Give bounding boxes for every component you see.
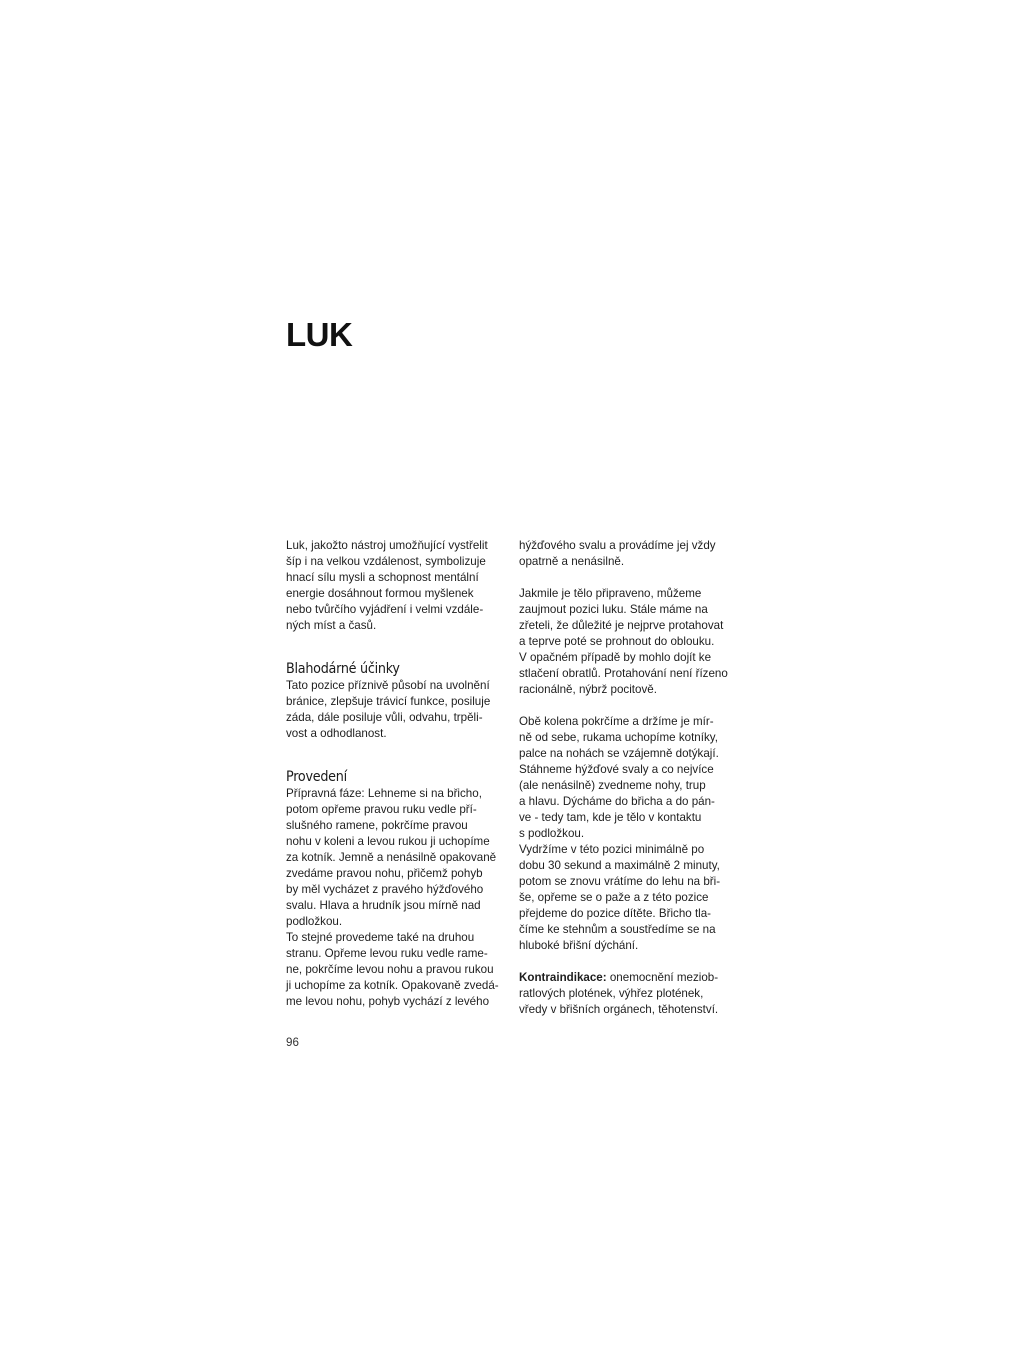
text-line: racionálně, nýbrž pocitově.	[519, 683, 657, 696]
text-line: me levou nohu, pohyb vychází z levého	[286, 995, 490, 1008]
text-line: zřeteli, že důležité je nejprve protahovat	[519, 619, 724, 632]
text-line: podložkou.	[286, 915, 343, 928]
execution-heading: Provedení	[286, 769, 347, 785]
text-line: Obě kolena pokrčíme a držíme je mír-	[519, 715, 714, 728]
text-line: nebo tvůrčího vyjádření i velmi vzdále-	[286, 603, 484, 616]
text-line: dobu 30 sekund a maximálně 2 minuty,	[519, 859, 720, 872]
text-line: s podložkou.	[519, 827, 585, 840]
text-line: potom se znovu vrátíme do lehu na bři-	[519, 875, 721, 888]
benefits-section	[286, 660, 508, 742]
text-line: Tato pozice příznivě působí na uvolnění	[286, 679, 490, 692]
spacer	[286, 742, 508, 768]
text-line: ratlových plotének, výhřez plotének,	[519, 987, 704, 1000]
text-line: šíp i na velkou vzdálenost, symbolizuje	[286, 555, 486, 568]
text-line: opatrně a nenásilně.	[519, 555, 625, 568]
text-line: ných míst a časů.	[286, 619, 377, 632]
text-line: Vydržíme v této pozici minimálně po	[519, 843, 705, 856]
text-line: záda, dále posiluje vůli, odvahu, trpěli-	[286, 711, 483, 724]
text-line: svalu. Hlava a hrudník jsou mírně nad	[286, 899, 481, 912]
spacer	[286, 634, 508, 660]
text-line: zvedáme pravou nohu, přičemž pohyb	[286, 867, 483, 880]
text-line: To stejné provedeme také na druhou	[286, 931, 475, 944]
text-line: ně od sebe, rukama uchopíme kotníky,	[519, 731, 718, 744]
text-line: ji uchopíme za kotník. Opakovaně zvedá-	[286, 979, 499, 992]
text-line: přejdeme do pozice dítěte. Břicho tla-	[519, 907, 712, 920]
right-column	[519, 538, 744, 1018]
continuation-paragraph	[519, 538, 744, 570]
text-line: hýžďového svalu a provádíme jej vždy	[519, 539, 716, 552]
spacer	[519, 698, 744, 714]
text-line: bránice, zlepšuje trávicí funkce, posiluje	[286, 695, 491, 708]
text-line: zaujmout pozici luku. Stále máme na	[519, 603, 708, 616]
text-line: číme ke stehnům a soustředíme se na	[519, 923, 716, 936]
execution-section	[286, 768, 508, 1010]
text-line: potom opřeme pravou ruku vedle pří-	[286, 803, 477, 816]
text-line: palce na nohách se vzájemně dotýkají.	[519, 747, 719, 760]
text-line: (ale nenásilně) zvedneme nohy, trup	[519, 779, 706, 792]
text-line: ve - tedy tam, kde je tělo v kontaktu	[519, 811, 702, 824]
bow-pose-paragraph	[519, 586, 744, 698]
text-line: za kotník. Jemně a nenásilně opakovaně	[286, 851, 497, 864]
text-line: by měl vycházet z pravého hýžďového	[286, 883, 484, 896]
text-line: stlačení obratlů. Protahování není řízeno	[519, 667, 728, 680]
text-line: Jakmile je tělo připraveno, můžeme	[519, 587, 702, 600]
text-line: vředy v břišních orgánech, těhotenství.	[519, 1003, 719, 1016]
text-line: slušného ramene, pokrčíme pravou	[286, 819, 468, 832]
text-line: ne, pokrčíme levou nohu a pravou rukou	[286, 963, 494, 976]
spacer	[519, 570, 744, 586]
text-line: še, opřeme se o paže a z této pozice	[519, 891, 709, 904]
text-line: Stáhneme hýžďové svaly a co nejvíce	[519, 763, 714, 776]
text-line: Luk, jakožto nástroj umožňující vystřelit	[286, 539, 488, 552]
spacer	[519, 954, 744, 970]
text-line: hnací sílu mysli a schopnost mentální	[286, 571, 479, 584]
contraindications-label: Kontraindikace:	[519, 971, 607, 984]
page-title: LUK	[286, 316, 353, 353]
text-line: nohu v koleni a levou rukou ji uchopíme	[286, 835, 490, 848]
text-line: V opačném případě by mohlo dojít ke	[519, 651, 712, 664]
hold-paragraph	[519, 714, 744, 954]
contraindications-first-line	[519, 970, 744, 986]
text-line: vost a odhodlanost.	[286, 727, 387, 740]
text-line: hluboké břišní dýchání.	[519, 939, 639, 952]
text-line: Přípravná fáze: Lehneme si na břicho,	[286, 787, 482, 800]
text-line: a teprve poté se prohnout do oblouku.	[519, 635, 715, 648]
page-number: 96	[286, 1036, 299, 1049]
intro-paragraph	[286, 538, 508, 634]
left-column	[286, 538, 508, 1010]
text-line: energie dosáhnout formou myšlenek	[286, 587, 474, 600]
benefits-heading: Blahodárné účinky	[286, 661, 400, 677]
text-line: stranu. Opřeme levou ruku vedle rame-	[286, 947, 488, 960]
text-line: a hlavu. Dýcháme do břicha a do pán-	[519, 795, 715, 808]
contraindications-paragraph	[519, 970, 744, 1018]
contraindications-text: onemocnění meziob-	[606, 971, 719, 984]
